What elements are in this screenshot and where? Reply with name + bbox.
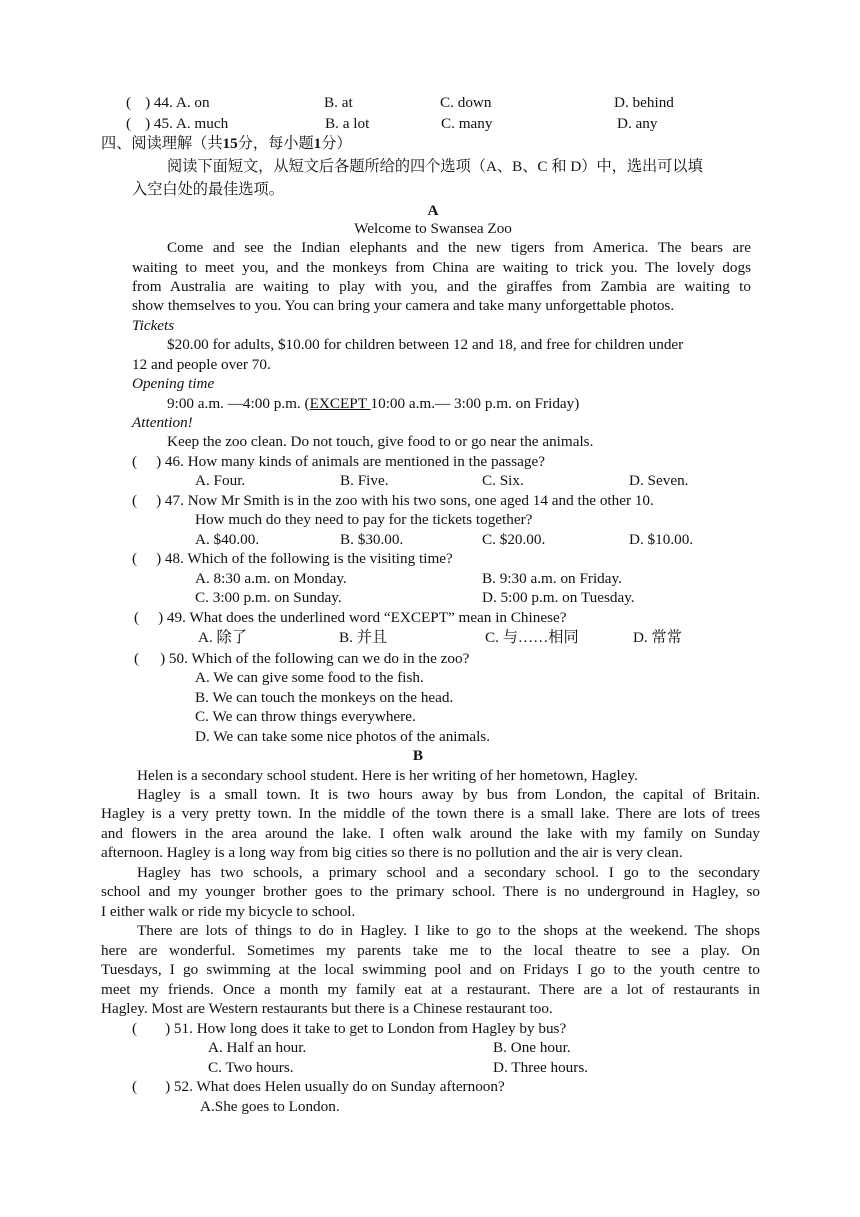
question-51-option-c: C. Two hours. bbox=[208, 1059, 294, 1076]
passage-b-intro: Helen is a secondary school student. Here is her writing of her hometown, Hagley. bbox=[137, 767, 638, 784]
question-47-option-d: D. $10.00. bbox=[629, 531, 694, 548]
question-45-option-a: ) 45. A. much bbox=[145, 115, 229, 132]
question-44-option-a: ) 44. A. on bbox=[145, 94, 210, 111]
passage-b-line-10: Tuesdays, I go swimming at the local swimming pool and on Fridays I go to the youth centre to bbox=[101, 961, 760, 978]
passage-a-line-2: waiting to meet you, and the monkeys from China are waiting to trick you. The lovely dogs bbox=[132, 259, 751, 276]
question-51-stem: ( ) 51. How long does it take to get to London from Hagley by bus? bbox=[132, 1020, 567, 1037]
question-49-option-d: D. 常常 bbox=[633, 629, 682, 646]
question-46-option-d: D. Seven. bbox=[629, 472, 689, 489]
question-48-option-d: D. 5:00 p.m. on Tuesday. bbox=[482, 589, 635, 606]
question-45-option-b: B. a lot bbox=[325, 115, 370, 132]
answer-blank-paren: ( bbox=[126, 94, 132, 111]
question-48-option-b: B. 9:30 a.m. on Friday. bbox=[482, 570, 622, 587]
question-49-option-c: C. 与……相同 bbox=[485, 629, 579, 646]
tickets-line-1: $20.00 for adults, $10.00 for children between 12 and 18, and free for children under bbox=[167, 336, 684, 353]
question-47-option-a: A. $40.00. bbox=[195, 531, 260, 548]
question-50-option-a: A. We can give some food to the fish. bbox=[195, 669, 424, 686]
question-51-option-a: A. Half an hour. bbox=[208, 1039, 307, 1056]
question-48-stem: ( ) 48. Which of the following is the visiting time? bbox=[132, 550, 453, 567]
passage-b-line-8: There are lots of things to do in Hagley. I like to go to the shops at the weekend. The shops bbox=[137, 922, 760, 939]
question-47-stem-cont: How much do they need to pay for the tickets together? bbox=[195, 511, 533, 528]
question-52-option-a: A.She goes to London. bbox=[200, 1098, 340, 1115]
passage-a-title: Welcome to Swansea Zoo bbox=[354, 220, 512, 237]
question-46-stem: ( ) 46. How many kinds of animals are mentioned in the passage? bbox=[132, 453, 545, 470]
question-44-option-d: D. behind bbox=[614, 94, 674, 111]
question-52-stem: ( ) 52. What does Helen usually do on Sunday afternoon? bbox=[132, 1078, 505, 1095]
question-50-option-c: C. We can throw things everywhere. bbox=[195, 708, 416, 725]
passage-b-line-6: school and my younger brother goes to the primary school. There is no underground in Hagley, so bbox=[101, 883, 760, 900]
question-51-option-d: D. Three hours. bbox=[493, 1059, 589, 1076]
question-44 bbox=[126, 93, 210, 112]
question-45-option-d: D. any bbox=[617, 115, 658, 132]
question-49-option-a: A. 除了 bbox=[198, 629, 247, 646]
passage-b-letter: B bbox=[412, 747, 424, 764]
passage-b-line-9: here are wonderful. Sometimes my parents take me to the local theatre to see a play. On bbox=[101, 942, 760, 959]
question-45-option-c: C. many bbox=[441, 115, 493, 132]
section-title: 四、阅读理解（共15分，每小题1分） bbox=[101, 135, 352, 152]
passage-b-line-12: Hagley. Most are Western restaurants but there is a Chinese restaurant too. bbox=[101, 1000, 553, 1017]
passage-b-line-11: meet my friends. Once a month my family eat at a restaurant. There are a lot of restaurants in bbox=[101, 981, 760, 998]
passage-b-line-7: I either walk or ride my bicycle to school. bbox=[101, 903, 356, 920]
section-instructions: 阅读下面短文，从短文后各题所给的四个选项（A、B、C 和 D）中，选出可以填 bbox=[167, 158, 703, 175]
section-instructions-cont: 入空白处的最佳选项。 bbox=[132, 181, 284, 198]
passage-b-line-3: and flowers in the area around the lake. I often walk around the lake with my family on Sunday bbox=[101, 825, 760, 842]
question-51-option-b: B. One hour. bbox=[493, 1039, 571, 1056]
question-48-option-c: C. 3:00 p.m. on Sunday. bbox=[195, 589, 342, 606]
question-48-option-a: A. 8:30 a.m. on Monday. bbox=[195, 570, 347, 587]
attention-line: Keep the zoo clean. Do not touch, give food to or go near the animals. bbox=[167, 433, 594, 450]
passage-b-line-2: Hagley is a very pretty town. In the middle of the town there is a small lake. There are lots of trees bbox=[101, 805, 760, 822]
question-44-option-b: B. at bbox=[324, 94, 353, 111]
opening-time-line: 9:00 a.m. —4:00 p.m. (EXCEPT 10:00 a.m.— 3:00 p.m. on Friday) bbox=[167, 395, 580, 412]
passage-b-line-5: Hagley has two schools, a primary school and a secondary school. I go to the secondary bbox=[137, 864, 760, 881]
passage-b-line-4: afternoon. Hagley is a long way from big cities so there is no pollution and the air is very clean. bbox=[101, 844, 683, 861]
question-49-option-b: B. 并且 bbox=[339, 629, 388, 646]
answer-blank-paren: ( bbox=[126, 115, 132, 132]
question-46-option-b: B. Five. bbox=[340, 472, 389, 489]
passage-a-line-4: show themselves to you. You can bring your camera and take many unforgettable photos. bbox=[132, 297, 675, 314]
passage-a-line-3: from Australia are waiting to play with you, and the giraffes from Zambia are waiting to bbox=[132, 278, 751, 295]
passage-a-line-1: Come and see the Indian elephants and the new tigers from America. The bears are bbox=[167, 239, 751, 256]
question-45 bbox=[126, 114, 228, 133]
question-50-option-d: D. We can take some nice photos of the animals. bbox=[195, 728, 490, 745]
underlined-word-except: EXCEPT bbox=[309, 395, 371, 412]
opening-time-heading: Opening time bbox=[132, 375, 215, 392]
question-47-stem: ( ) 47. Now Mr Smith is in the zoo with his two sons, one aged 14 and the other 10. bbox=[132, 492, 654, 509]
question-46-option-a: A. Four. bbox=[195, 472, 246, 489]
question-49-stem: ( ) 49. What does the underlined word “EXCEPT” mean in Chinese? bbox=[134, 609, 567, 626]
attention-heading: Attention! bbox=[132, 414, 193, 431]
tickets-line-2: 12 and people over 70. bbox=[132, 356, 271, 373]
question-47-option-b: B. $30.00. bbox=[340, 531, 404, 548]
tickets-heading: Tickets bbox=[132, 317, 175, 334]
question-44-option-c: C. down bbox=[440, 94, 492, 111]
question-50-stem: ( ) 50. Which of the following can we do in the zoo? bbox=[134, 650, 470, 667]
passage-a-letter: A bbox=[427, 202, 439, 219]
question-46-option-c: C. Six. bbox=[482, 472, 524, 489]
passage-b-line-1: Hagley is a small town. It is two hours away by bus from London, the capital of Britain. bbox=[137, 786, 760, 803]
question-47-option-c: C. $20.00. bbox=[482, 531, 546, 548]
question-50-option-b: B. We can touch the monkeys on the head. bbox=[195, 689, 454, 706]
